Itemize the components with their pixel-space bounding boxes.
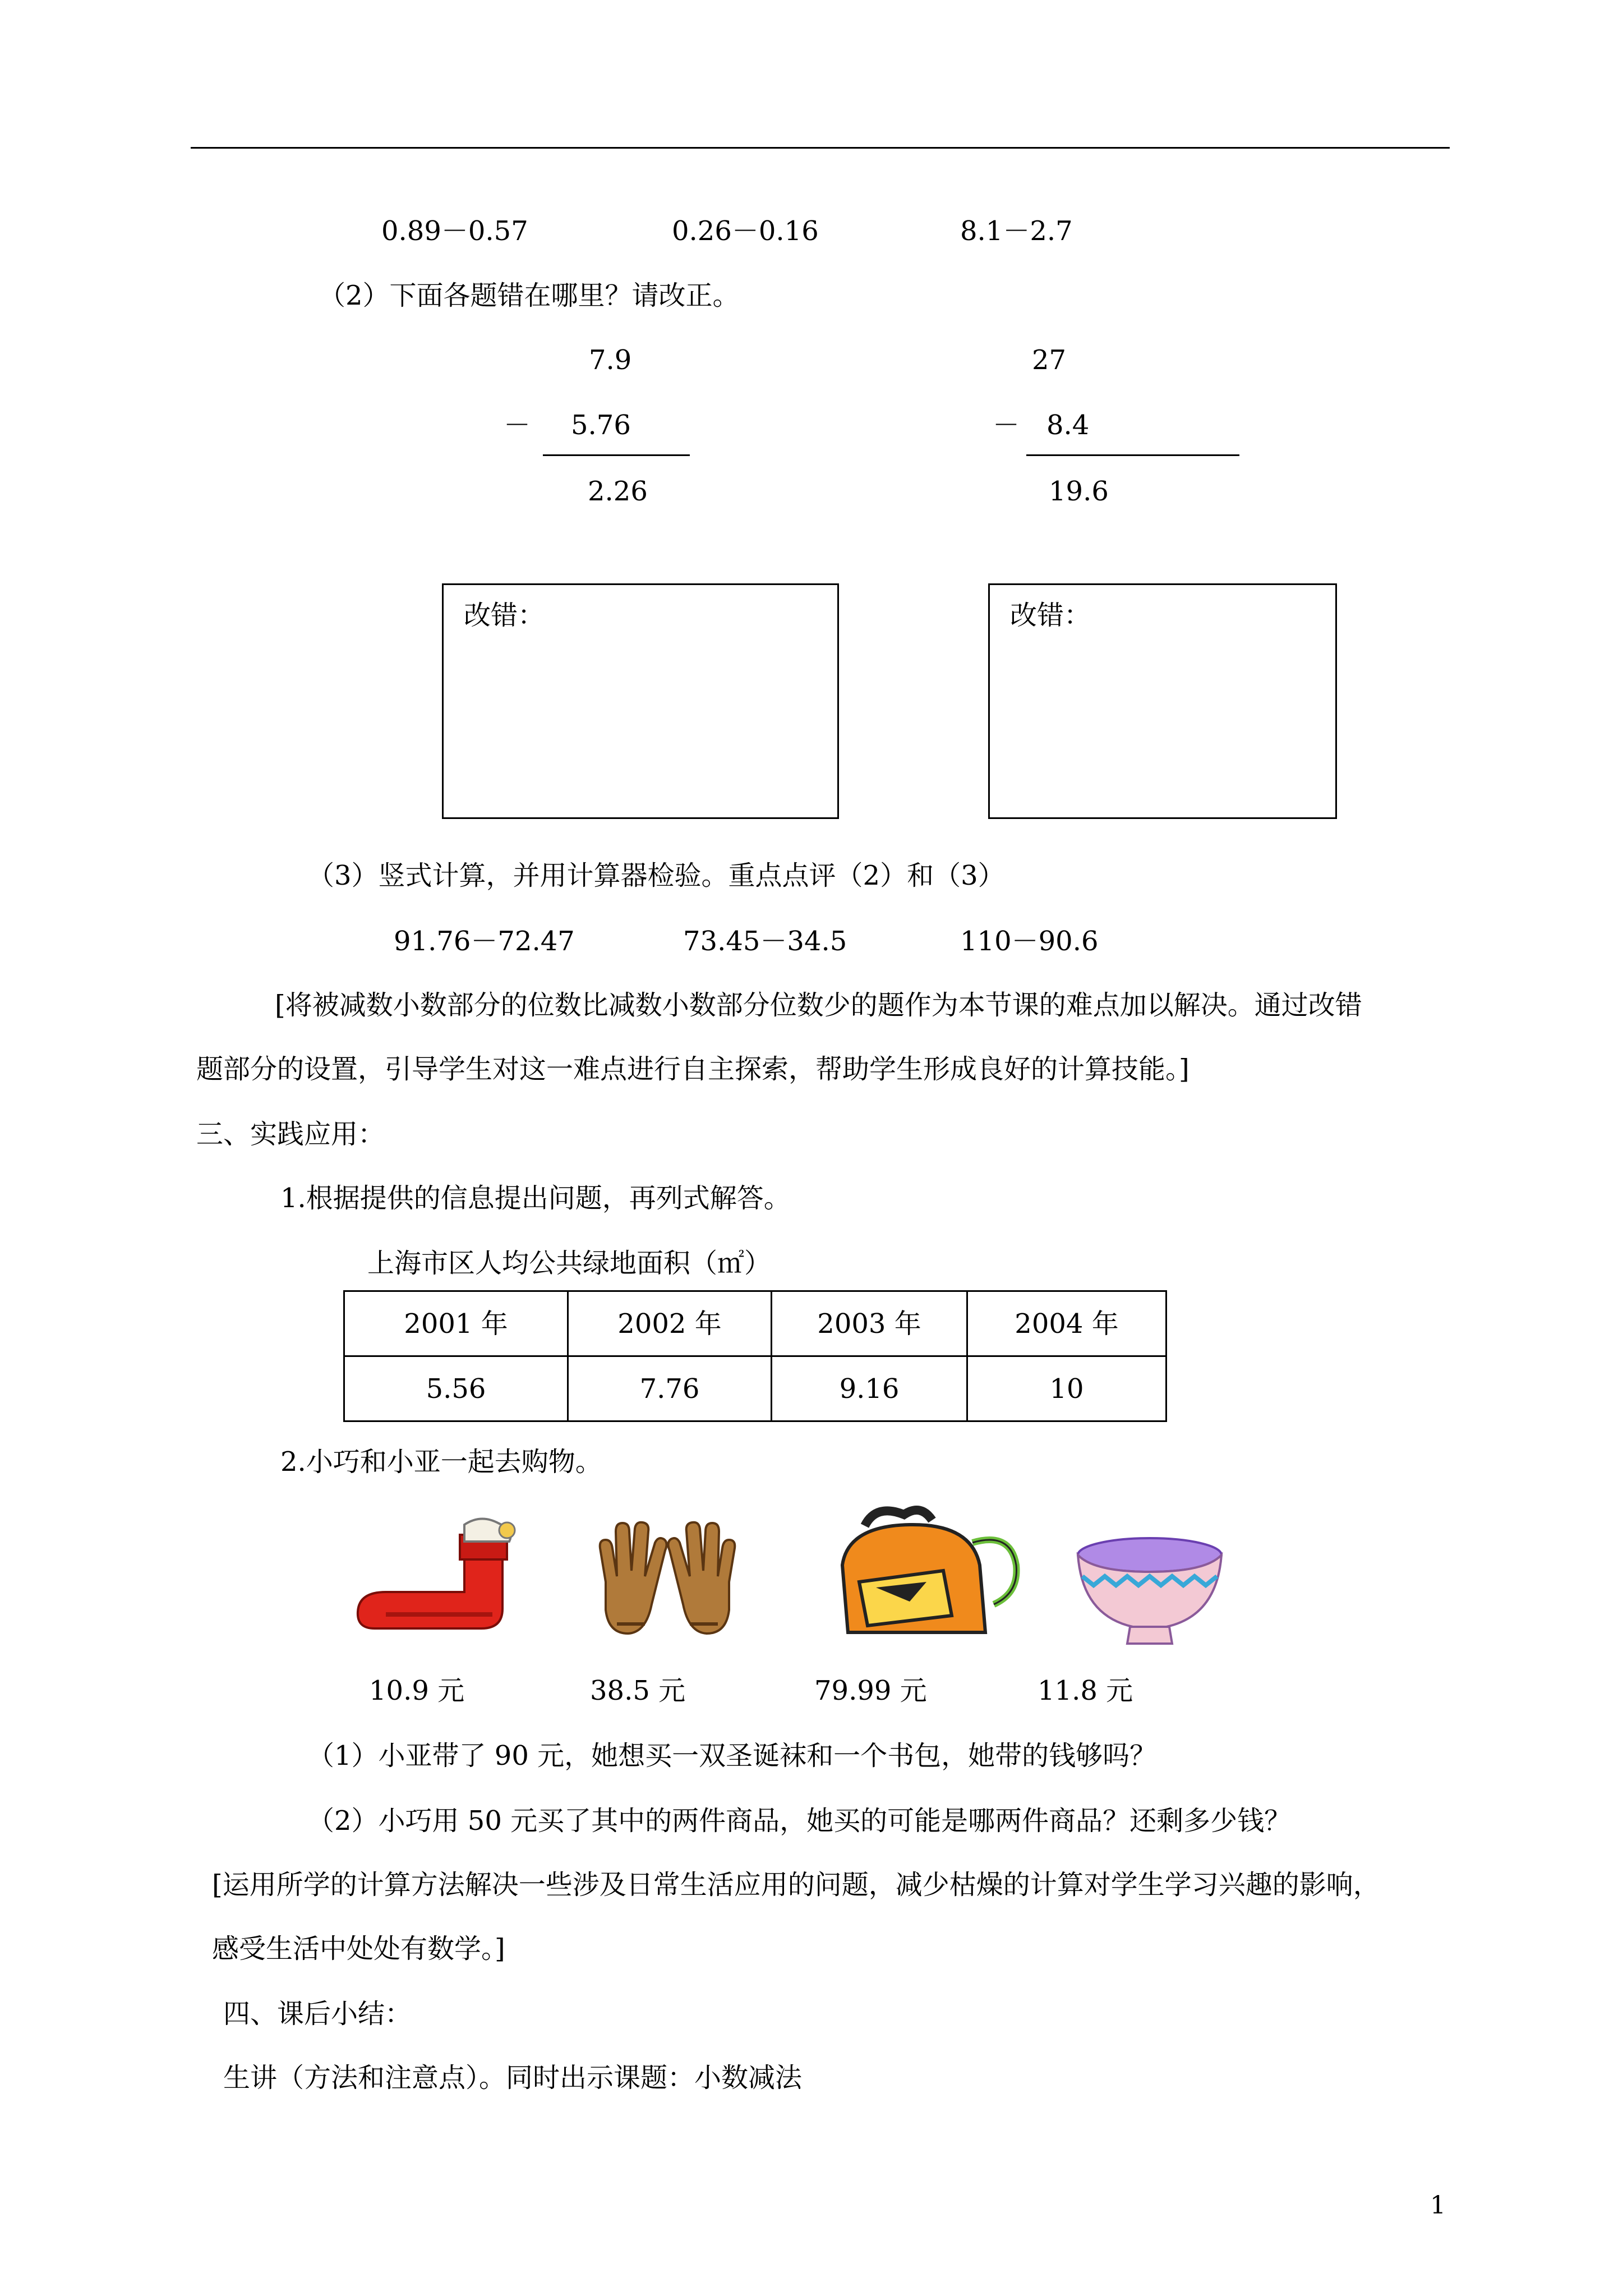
table-value-row xyxy=(344,1356,1166,1421)
table-value-cell: 10 xyxy=(967,1356,1166,1421)
sub-question-1: （1）小亚带了 90 元，她想买一双圣诞袜和一个书包，她带的钱够吗？ xyxy=(307,1740,1157,1772)
table-header-cell: 2002 年 xyxy=(568,1291,772,1356)
task-1: 1.根据提供的信息提出问题，再列式解答。 xyxy=(280,1182,791,1214)
christmas-sock-icon xyxy=(352,1513,520,1642)
note-2-line-2: 感受生活中处处有数学。] xyxy=(212,1933,505,1964)
vertical-right-subtrahend: 8.4 xyxy=(1046,409,1090,441)
bowl-icon xyxy=(1071,1531,1228,1649)
table-value-cell: 7.76 xyxy=(568,1356,772,1421)
q1-problem-2: 0.26－0.16 xyxy=(672,215,819,247)
q3-problem-1: 91.76－72.47 xyxy=(394,926,575,957)
table-value-cell: 9.16 xyxy=(772,1356,967,1421)
header-rule xyxy=(191,147,1450,149)
sub-question-2: （2）小巧用 50 元买了其中的两件商品，她买的可能是哪两件商品？还剩多少钱？ xyxy=(307,1805,1292,1837)
vertical-right-minuend: 27 xyxy=(1032,344,1067,376)
page-number: 1 xyxy=(1430,2191,1446,2220)
vertical-right-line xyxy=(1026,454,1239,456)
school-bag-icon xyxy=(826,1498,1027,1644)
vertical-right-operator: － xyxy=(993,409,1020,441)
price-bowl: 11.8 元 xyxy=(1038,1675,1133,1706)
table-header-cell: 2004 年 xyxy=(967,1291,1166,1356)
note-1-line-1: [将被减数小数部分的位数比减数小数部分位数少的题作为本节课的难点加以解决。通过改错 xyxy=(275,990,1362,1021)
price-bag: 79.99 元 xyxy=(814,1675,927,1706)
q3-problem-2: 73.45－34.5 xyxy=(683,926,847,957)
q3-heading: （3）竖式计算，并用计算器检验。重点点评（2）和（3） xyxy=(307,860,1005,891)
table-header-cell: 2001 年 xyxy=(344,1291,568,1356)
note-2-line-1: [运用所学的计算方法解决一些涉及日常生活应用的问题，减少枯燥的计算对学生学习兴趣的影响， xyxy=(212,1869,1380,1901)
table-value-cell: 5.56 xyxy=(344,1356,568,1421)
correction-label: 改错： xyxy=(1010,600,1091,631)
note-1-line-2: 题部分的设置，引导学生对这一难点进行自主探索，帮助学生形成良好的计算技能。] xyxy=(196,1053,1189,1085)
vertical-left-subtrahend: 5.76 xyxy=(571,409,631,441)
table-header-cell: 2003 年 xyxy=(772,1291,967,1356)
vertical-left-minuend: 7.9 xyxy=(589,344,632,376)
task-2: 2.小巧和小亚一起去购物。 xyxy=(280,1446,602,1478)
vertical-left-line xyxy=(543,454,690,456)
vertical-right-result: 19.6 xyxy=(1049,476,1109,507)
correction-box-left[interactable] xyxy=(442,583,839,819)
q2-heading: （2）下面各题错在哪里？请改正。 xyxy=(319,280,740,311)
q1-problem-3: 8.1－2.7 xyxy=(960,215,1073,247)
gloves-icon xyxy=(583,1515,751,1644)
green-area-table xyxy=(343,1290,1167,1422)
section-4-heading: 四、课后小结： xyxy=(223,1998,412,2030)
vertical-left-result: 2.26 xyxy=(588,476,648,507)
price-sock: 10.9 元 xyxy=(369,1675,465,1706)
correction-box-right[interactable] xyxy=(988,583,1337,819)
section-3-heading: 三、实践应用： xyxy=(196,1119,385,1150)
vertical-left-operator: － xyxy=(504,409,531,441)
q1-problem-1: 0.89－0.57 xyxy=(381,215,528,247)
price-gloves: 38.5 元 xyxy=(590,1675,686,1706)
q3-problem-3: 110－90.6 xyxy=(960,926,1099,957)
correction-label: 改错： xyxy=(464,600,545,631)
table-title: 上海市区人均公共绿地面积（㎡） xyxy=(367,1248,772,1279)
table-header-row xyxy=(344,1291,1166,1356)
summary-line: 生讲（方法和注意点）。同时出示课题：小数减法 xyxy=(223,2062,803,2093)
